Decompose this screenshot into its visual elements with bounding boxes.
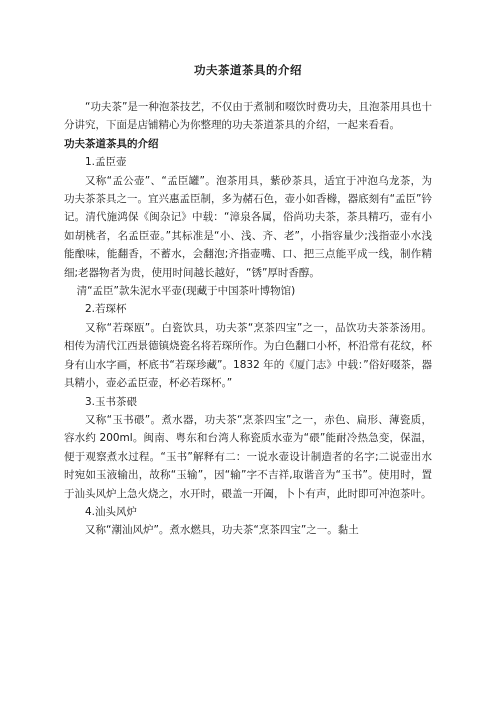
item-title-shantou-stove: 4.汕头风炉 (85, 505, 138, 518)
item-title-mengchen-pot: 1.孟臣壶 (85, 156, 127, 169)
item-body-mengchen-pot: 又称“孟公壶”、“孟臣罐”。泡茶用具，紫砂茶具，适宜于冲泡乌龙茶，为功夫茶茶具之一。宜兴惠孟臣制，多为赭石色，壶小如香橼，器底刻有“孟臣”钤记。清代施鸿保《闽杂记》中载：“漳泉各属，俗尚功夫茶，茶具精巧，壶有小如胡桃者，名孟臣壶。”其标准是“小、浅、齐、老”，小指容量少;浅指壶小水浅能酿味，能翻香，不蓄水，会翻泡;齐指壶嘴、口、把三点能平成一线，制作精细;老器物者为贵，使用时间越长越好，“锈”厚时香醇。 (64, 174, 432, 279)
intro-paragraph: “功夫茶”是一种泡茶技艺，不仅由于煮制和啜饮时费功夫，且泡茶用具也十分讲究，下面是店铺精心为你整理的功夫茶道茶具的介绍，一起来看看。 (64, 101, 432, 132)
item-body-yushu-kettle: 又称“玉书碨”。煮水器，功夫茶“烹茶四宝”之一，赤色、扁形、薄瓷质，容水约 200ml。闽南、粤东和台湾人称瓷质水壶为“碨”能耐冷热急变，保温，便于观察煮水过程。“玉书”解释有二：一说水壶设计制造者的名字;二说壶出水时宛如玉液输出，故称“玉输”，因“输”字不吉祥,取谐音为“玉书”。使用时，置于汕头风炉上急火烧之，水开时，碨盖一开阖，卜卜有声，此时即可冲泡茶叶。 (64, 413, 432, 500)
item-body-ruochen-cup: 又称“若琛瓯”。白瓷饮具，功夫茶“烹茶四宝”之一，品饮功夫茶茶汤用。相传为清代江西景德镇烧瓷名将若琛所作。为白色翻口小杯，杯沿常有花纹，杯身有山水字画，杯底书“若琛珍藏”。1832 年的《厦门志》中载：”俗好啜茶，器具精小，壶必孟臣壶，杯必若琛杯。” (64, 321, 432, 390)
item-title-yushu-kettle: 3.玉书茶碨 (85, 395, 138, 408)
section-heading: 功夫茶道茶具的介绍 (64, 137, 159, 150)
image-caption-mengchen-pot: 清“孟臣”款朱泥水平壶(现藏于中国茶叶博物馆) (76, 285, 296, 298)
item-body-shantou-stove: 又称“潮汕风炉”。煮水燃具，功夫茶“烹茶四宝”之一。黏土 (85, 524, 359, 537)
item-title-ruochen-cup: 2.若琛杯 (85, 303, 127, 316)
doc-title: 功夫茶道茶具的介绍 (194, 63, 302, 77)
